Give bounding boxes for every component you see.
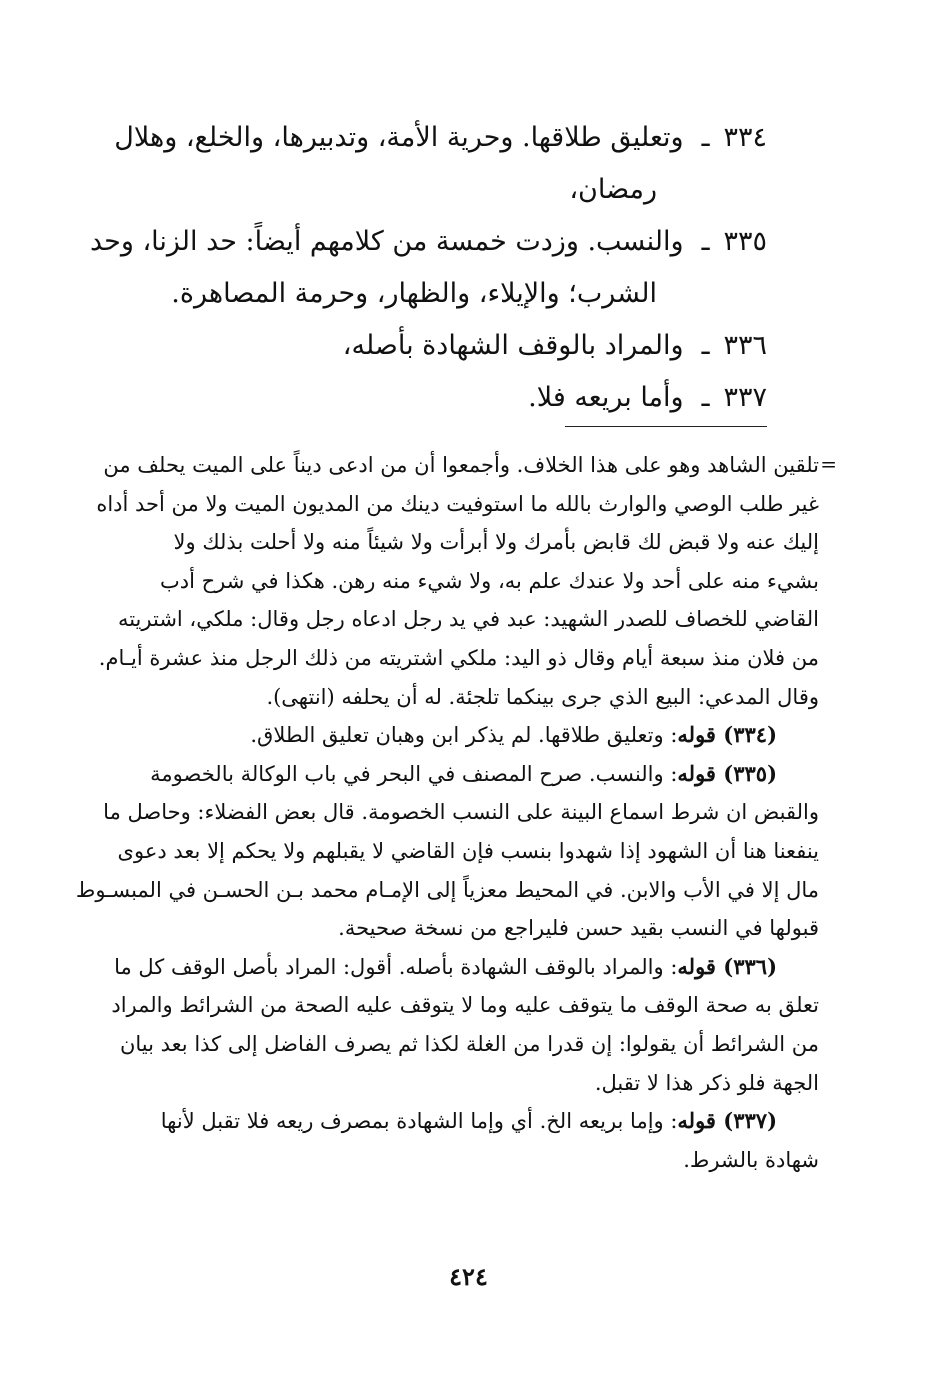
note-label: (٣٣٤) قوله xyxy=(677,722,777,748)
entry-text: وتعليق طلاقها. وحرية الأمة، وتدبيرها، والخلع، وهلال xyxy=(114,122,684,153)
entry-dash: ـ xyxy=(701,122,710,153)
note-text: وقال المدعي: البيع الذي جرى بينكما تلجئة. له أن يحلفه (انتهى). xyxy=(266,684,819,709)
note-text: من الشرائط أن يقولوا: إن قدرا من الغلة لكذا ثم يصرف الفاضل إلى كذا بعد بيان xyxy=(119,1031,819,1056)
note-line xyxy=(55,1064,819,1103)
entry-number: ٣٣٦ xyxy=(723,330,767,361)
note-line xyxy=(55,485,819,524)
note-entry-start xyxy=(55,716,819,755)
note-text: : وإما بريعه الخ. أي وإما الشهادة بمصرف ريعه فلا تقبل لأنها xyxy=(160,1109,678,1134)
note-label: (٣٣٦) قوله xyxy=(677,953,777,979)
note-label: (٣٣٧) قوله xyxy=(677,1108,777,1134)
note-continuation-mark: = xyxy=(820,452,837,476)
note-line xyxy=(55,1025,819,1064)
note-text: ينفعنا هنا أن الشهود إذا شهدوا بنسب فإن القاضي لا يقبلهم ولا يحكم إلا بعد دعوى xyxy=(117,838,819,863)
note-text: والقبض ان شرط اسماع البينة على النسب الخصومة. قال بعض الفضلاء: وحاصل ما xyxy=(103,800,819,825)
note-text: الجهة فلو ذكر هذا لا تقبل. xyxy=(594,1070,819,1095)
entry-continuation: الشرب؛ والإيلاء، والظهار، وحرمة المصاهرة. xyxy=(171,278,657,309)
entry-text: وأما بريعه فلا. xyxy=(528,382,684,413)
note-text: من فلان منذ سبعة أيام وقال ذو اليد: ملكي اشتريته من ذلك الرجل منذ عشرة أيـام. xyxy=(98,645,819,670)
entry-number: ٣٣٥ xyxy=(723,226,767,257)
note-entry-start xyxy=(55,948,819,987)
note-text: تلقين الشاهد وهو على هذا الخلاف. وأجمعوا أن من ادعى ديناً على الميت يحلف من xyxy=(103,453,819,477)
note-line xyxy=(55,1141,819,1180)
note-line xyxy=(55,793,819,832)
note-text: غير طلب الوصي والوارث بالله ما استوفيت دينك من المديون الميت ولا من أحد أداه xyxy=(96,491,819,516)
footnotes-block xyxy=(55,446,819,1179)
note-text: شهادة بالشرط. xyxy=(683,1147,819,1172)
main-text-block xyxy=(55,112,767,424)
entry-dash: ـ xyxy=(701,382,710,413)
note-label: (٣٣٥) قوله xyxy=(677,760,777,786)
note-line xyxy=(55,678,819,717)
note-text: إليك عنه ولا قبض لك قابض بأمرك ولا أبرأت ولا شيئاً منه ولا أحلت بذلك ولا xyxy=(173,530,819,555)
main-entry-line xyxy=(55,320,767,372)
entry-dash: ـ xyxy=(701,330,710,361)
note-text: : والنسب. صرح المصنف في البحر في باب الوكالة بالخصومة xyxy=(150,761,678,786)
main-entry-line xyxy=(55,216,767,268)
note-entry-start xyxy=(55,755,819,794)
entry-number: ٣٣٤ xyxy=(723,122,767,153)
footnote-separator xyxy=(565,426,767,427)
entry-number: ٣٣٧ xyxy=(723,382,767,413)
note-line xyxy=(55,832,819,871)
note-line xyxy=(55,871,819,910)
note-text: مال إلا في الأب والابن. في المحيط معزياً إلى الإمـام محمد بـن الحسـن في المبسـوط xyxy=(75,877,819,902)
note-text: القاضي للخصاف للصدر الشهيد: عبد في يد رجل ادعاه رجل وقال: ملكي، اشتريته xyxy=(117,607,819,632)
note-line xyxy=(55,600,819,639)
entry-dash: ـ xyxy=(701,226,710,257)
note-text: تعلق به صحة الوقف ما يتوقف عليه وما لا يتوقف عليه الصحة من الشرائط والمراد xyxy=(111,993,819,1018)
main-entry-line xyxy=(55,112,767,164)
note-text: قبولها في النسب بقيد حسن فليراجع من نسخة صحيحة. xyxy=(338,916,819,941)
note-line xyxy=(55,562,819,601)
note-entry-start xyxy=(55,1102,819,1141)
note-text: : وتعليق طلاقها. لم يذكر ابن وهبان تعليق الطلاق. xyxy=(250,723,678,748)
note-line xyxy=(55,986,819,1025)
entry-text: والنسب. وزدت خمسة من كلامهم أيضاً: حد الزنا، وحد xyxy=(89,226,684,257)
note-line xyxy=(55,909,819,948)
note-line xyxy=(55,523,819,562)
note-text: بشيء منه على أحد ولا عندك علم به، ولا شيء منه رهن. هكذا في شرح أدب xyxy=(160,568,819,593)
entry-continuation: رمضان، xyxy=(569,174,657,205)
note-text: : والمراد بالوقف الشهادة بأصله. أقول: المراد بأصل الوقف كل ما xyxy=(114,954,678,979)
note-line xyxy=(55,446,819,485)
note-line xyxy=(55,639,819,678)
main-entry-line xyxy=(55,372,767,424)
entry-text: والمراد بالوقف الشهادة بأصله، xyxy=(342,330,684,361)
page-number: ٤٢٤ xyxy=(449,1262,488,1291)
